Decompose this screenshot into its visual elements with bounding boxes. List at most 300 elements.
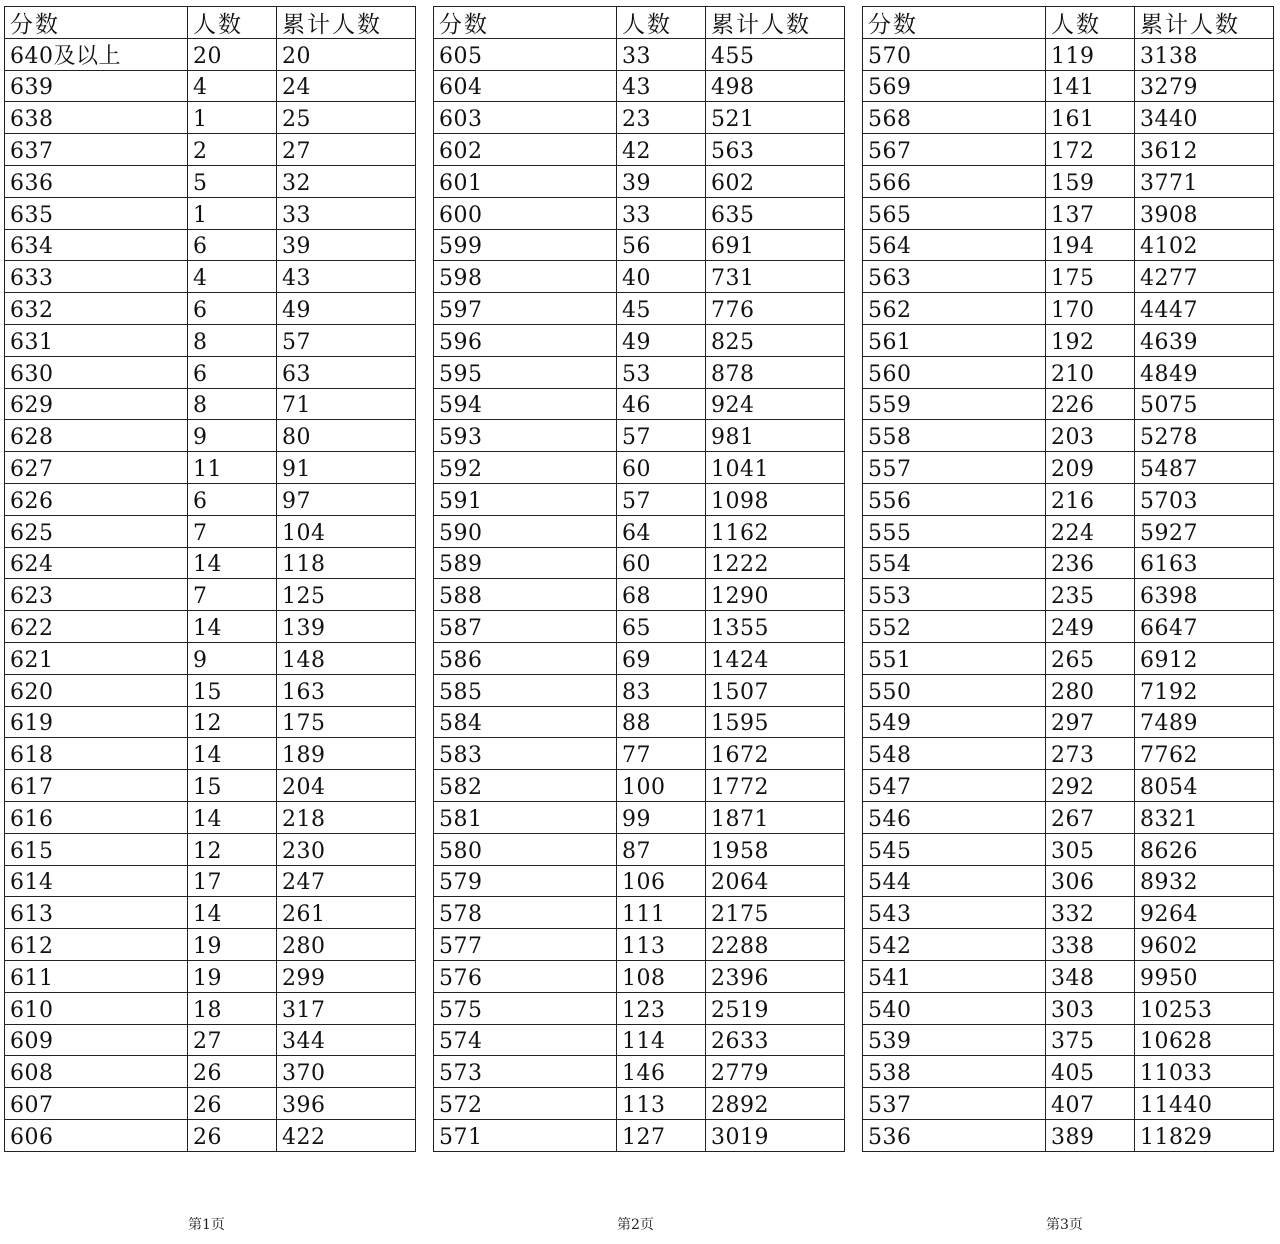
cumulative-cell: 3612 — [1135, 134, 1274, 166]
cumulative-cell: 4639 — [1135, 324, 1274, 356]
score-cell: 611 — [5, 960, 188, 992]
score-cell: 585 — [434, 674, 617, 706]
cumulative-cell: 1162 — [706, 515, 845, 547]
table-row — [434, 229, 845, 261]
score-cell: 591 — [434, 483, 617, 515]
cumulative-cell: 2633 — [706, 1024, 845, 1056]
header-cumulative: 累计人数 — [277, 7, 416, 39]
score-cell: 607 — [5, 1088, 188, 1120]
header-cumulative: 累计人数 — [1135, 7, 1274, 39]
cumulative-cell: 2519 — [706, 992, 845, 1024]
cumulative-cell: 7762 — [1135, 738, 1274, 770]
score-cell: 556 — [863, 483, 1046, 515]
cumulative-cell: 2064 — [706, 865, 845, 897]
count-cell: 170 — [1046, 293, 1135, 325]
count-cell: 306 — [1046, 865, 1135, 897]
header-count: 人数 — [617, 7, 706, 39]
table-row — [434, 1119, 845, 1151]
score-cell: 589 — [434, 547, 617, 579]
score-cell: 640及以上 — [5, 38, 188, 70]
score-cell: 605 — [434, 38, 617, 70]
count-cell: 14 — [188, 611, 277, 643]
table-row — [863, 197, 1274, 229]
table-row — [434, 165, 845, 197]
table-row — [434, 833, 845, 865]
cumulative-cell: 2175 — [706, 897, 845, 929]
score-cell: 583 — [434, 738, 617, 770]
cumulative-cell: 163 — [277, 674, 416, 706]
score-cell: 542 — [863, 929, 1046, 961]
cumulative-cell: 32 — [277, 165, 416, 197]
cumulative-cell: 2396 — [706, 960, 845, 992]
table-row — [5, 1119, 416, 1151]
table-row — [434, 293, 845, 325]
cumulative-cell: 924 — [706, 388, 845, 420]
count-cell: 23 — [617, 102, 706, 134]
score-cell: 624 — [5, 547, 188, 579]
cumulative-cell: 204 — [277, 770, 416, 802]
count-cell: 265 — [1046, 642, 1135, 674]
score-cell: 559 — [863, 388, 1046, 420]
score-cell: 584 — [434, 706, 617, 738]
score-cell: 551 — [863, 642, 1046, 674]
score-cell: 568 — [863, 102, 1046, 134]
table-row — [434, 865, 845, 897]
table-row — [5, 642, 416, 674]
cumulative-cell: 11829 — [1135, 1119, 1274, 1151]
score-cell: 619 — [5, 706, 188, 738]
cumulative-cell: 3019 — [706, 1119, 845, 1151]
score-cell: 561 — [863, 324, 1046, 356]
cumulative-cell: 370 — [277, 1056, 416, 1088]
table-row — [863, 229, 1274, 261]
count-cell: 6 — [188, 293, 277, 325]
count-cell: 27 — [188, 1024, 277, 1056]
table-row — [5, 579, 416, 611]
score-cell: 602 — [434, 134, 617, 166]
count-cell: 338 — [1046, 929, 1135, 961]
count-cell: 267 — [1046, 801, 1135, 833]
cumulative-cell: 6398 — [1135, 579, 1274, 611]
table-row — [5, 897, 416, 929]
count-cell: 161 — [1046, 102, 1135, 134]
cumulative-cell: 422 — [277, 1119, 416, 1151]
table-row — [434, 960, 845, 992]
table-row — [5, 38, 416, 70]
cumulative-cell: 4849 — [1135, 356, 1274, 388]
count-cell: 68 — [617, 579, 706, 611]
score-cell: 636 — [5, 165, 188, 197]
table-row — [434, 992, 845, 1024]
table-row — [863, 929, 1274, 961]
cumulative-cell: 1290 — [706, 579, 845, 611]
cumulative-cell: 4102 — [1135, 229, 1274, 261]
header-count: 人数 — [1046, 7, 1135, 39]
cumulative-cell: 91 — [277, 452, 416, 484]
cumulative-cell: 43 — [277, 261, 416, 293]
cumulative-cell: 5278 — [1135, 420, 1274, 452]
score-cell: 569 — [863, 70, 1046, 102]
cumulative-cell: 4447 — [1135, 293, 1274, 325]
cumulative-cell: 104 — [277, 515, 416, 547]
table-row — [5, 929, 416, 961]
count-cell: 56 — [617, 229, 706, 261]
score-cell: 606 — [5, 1119, 188, 1151]
count-cell: 297 — [1046, 706, 1135, 738]
cumulative-cell: 1424 — [706, 642, 845, 674]
cumulative-cell: 148 — [277, 642, 416, 674]
score-cell: 610 — [5, 992, 188, 1024]
score-cell: 554 — [863, 547, 1046, 579]
table-row — [863, 261, 1274, 293]
table-row — [434, 801, 845, 833]
cumulative-cell: 261 — [277, 897, 416, 929]
score-cell: 578 — [434, 897, 617, 929]
table-row — [863, 865, 1274, 897]
table-row — [434, 738, 845, 770]
count-cell: 375 — [1046, 1024, 1135, 1056]
score-cell: 540 — [863, 992, 1046, 1024]
score-cell: 593 — [434, 420, 617, 452]
table-row — [863, 452, 1274, 484]
score-cell: 549 — [863, 706, 1046, 738]
cumulative-cell: 2892 — [706, 1088, 845, 1120]
table-row — [863, 388, 1274, 420]
score-cell: 557 — [863, 452, 1046, 484]
score-cell: 637 — [5, 134, 188, 166]
cumulative-cell: 8321 — [1135, 801, 1274, 833]
cumulative-cell: 63 — [277, 356, 416, 388]
score-cell: 598 — [434, 261, 617, 293]
count-cell: 33 — [617, 38, 706, 70]
cumulative-cell: 3440 — [1135, 102, 1274, 134]
count-cell: 46 — [617, 388, 706, 420]
score-cell: 596 — [434, 324, 617, 356]
table-row — [5, 1024, 416, 1056]
cumulative-cell: 1958 — [706, 833, 845, 865]
cumulative-cell: 10628 — [1135, 1024, 1274, 1056]
count-cell: 33 — [617, 197, 706, 229]
score-table — [4, 6, 416, 1152]
count-cell: 5 — [188, 165, 277, 197]
cumulative-cell: 878 — [706, 356, 845, 388]
table-row — [863, 674, 1274, 706]
cumulative-cell: 97 — [277, 483, 416, 515]
table-row — [5, 547, 416, 579]
count-cell: 226 — [1046, 388, 1135, 420]
cumulative-cell: 25 — [277, 102, 416, 134]
count-cell: 60 — [617, 547, 706, 579]
table-row — [5, 515, 416, 547]
count-cell: 26 — [188, 1056, 277, 1088]
score-table-page-2 — [433, 6, 845, 1152]
table-row — [434, 642, 845, 674]
table-row — [434, 515, 845, 547]
table-row — [434, 897, 845, 929]
cumulative-cell: 230 — [277, 833, 416, 865]
cumulative-cell: 27 — [277, 134, 416, 166]
cumulative-cell: 5927 — [1135, 515, 1274, 547]
cumulative-cell: 9950 — [1135, 960, 1274, 992]
cumulative-cell: 139 — [277, 611, 416, 643]
count-cell: 9 — [188, 642, 277, 674]
score-cell: 552 — [863, 611, 1046, 643]
count-cell: 4 — [188, 261, 277, 293]
cumulative-cell: 1222 — [706, 547, 845, 579]
score-cell: 548 — [863, 738, 1046, 770]
score-cell: 612 — [5, 929, 188, 961]
score-cell: 592 — [434, 452, 617, 484]
cumulative-cell: 39 — [277, 229, 416, 261]
count-cell: 6 — [188, 356, 277, 388]
score-cell: 614 — [5, 865, 188, 897]
table-row — [863, 420, 1274, 452]
table-row — [434, 261, 845, 293]
count-cell: 42 — [617, 134, 706, 166]
cumulative-cell: 455 — [706, 38, 845, 70]
count-cell: 6 — [188, 229, 277, 261]
score-cell: 582 — [434, 770, 617, 802]
table-row — [863, 1119, 1274, 1151]
table-row — [5, 197, 416, 229]
count-cell: 216 — [1046, 483, 1135, 515]
page-number: 第1页 — [188, 1217, 225, 1233]
table-row — [863, 642, 1274, 674]
score-cell: 594 — [434, 388, 617, 420]
table-row — [863, 801, 1274, 833]
count-cell: 303 — [1046, 992, 1135, 1024]
table-row — [434, 483, 845, 515]
score-cell: 562 — [863, 293, 1046, 325]
count-cell: 224 — [1046, 515, 1135, 547]
count-cell: 106 — [617, 865, 706, 897]
count-cell: 123 — [617, 992, 706, 1024]
score-cell: 601 — [434, 165, 617, 197]
count-cell: 40 — [617, 261, 706, 293]
table-row — [863, 897, 1274, 929]
score-cell: 623 — [5, 579, 188, 611]
score-cell: 617 — [5, 770, 188, 802]
table-row — [863, 960, 1274, 992]
cumulative-cell: 71 — [277, 388, 416, 420]
count-cell: 332 — [1046, 897, 1135, 929]
table-row — [5, 674, 416, 706]
count-cell: 17 — [188, 865, 277, 897]
score-cell: 603 — [434, 102, 617, 134]
cumulative-cell: 691 — [706, 229, 845, 261]
score-cell: 638 — [5, 102, 188, 134]
table-header-row — [434, 7, 845, 39]
score-cell: 586 — [434, 642, 617, 674]
count-cell: 45 — [617, 293, 706, 325]
count-cell: 49 — [617, 324, 706, 356]
cumulative-cell: 118 — [277, 547, 416, 579]
count-cell: 175 — [1046, 261, 1135, 293]
count-cell: 407 — [1046, 1088, 1135, 1120]
table-row — [5, 134, 416, 166]
table-row — [5, 483, 416, 515]
cumulative-cell: 299 — [277, 960, 416, 992]
cumulative-cell: 5703 — [1135, 483, 1274, 515]
cumulative-cell: 4277 — [1135, 261, 1274, 293]
score-cell: 628 — [5, 420, 188, 452]
cumulative-cell: 280 — [277, 929, 416, 961]
count-cell: 114 — [617, 1024, 706, 1056]
score-cell: 580 — [434, 833, 617, 865]
score-cell: 639 — [5, 70, 188, 102]
cumulative-cell: 3908 — [1135, 197, 1274, 229]
header-score: 分数 — [5, 7, 188, 39]
table-row — [863, 611, 1274, 643]
header-score: 分数 — [434, 7, 617, 39]
count-cell: 18 — [188, 992, 277, 1024]
cumulative-cell: 1355 — [706, 611, 845, 643]
score-cell: 613 — [5, 897, 188, 929]
cumulative-cell: 5075 — [1135, 388, 1274, 420]
table-row — [5, 1088, 416, 1120]
table-row — [5, 356, 416, 388]
count-cell: 15 — [188, 674, 277, 706]
count-cell: 87 — [617, 833, 706, 865]
cumulative-cell: 11033 — [1135, 1056, 1274, 1088]
count-cell: 1 — [188, 197, 277, 229]
score-cell: 545 — [863, 833, 1046, 865]
cumulative-cell: 635 — [706, 197, 845, 229]
count-cell: 19 — [188, 960, 277, 992]
score-cell: 615 — [5, 833, 188, 865]
table-header-row — [5, 7, 416, 39]
table-row — [434, 102, 845, 134]
count-cell: 172 — [1046, 134, 1135, 166]
header-count: 人数 — [188, 7, 277, 39]
table-row — [863, 102, 1274, 134]
cumulative-cell: 20 — [277, 38, 416, 70]
score-cell: 574 — [434, 1024, 617, 1056]
cumulative-cell: 1041 — [706, 452, 845, 484]
table-row — [5, 1056, 416, 1088]
count-cell: 64 — [617, 515, 706, 547]
page-number: 第2页 — [617, 1217, 654, 1233]
table-row — [863, 706, 1274, 738]
count-cell: 8 — [188, 388, 277, 420]
table-row — [434, 770, 845, 802]
count-cell: 7 — [188, 579, 277, 611]
score-cell: 537 — [863, 1088, 1046, 1120]
cumulative-cell: 317 — [277, 992, 416, 1024]
score-cell: 620 — [5, 674, 188, 706]
score-cell: 635 — [5, 197, 188, 229]
cumulative-cell: 7489 — [1135, 706, 1274, 738]
cumulative-cell: 8932 — [1135, 865, 1274, 897]
cumulative-cell: 521 — [706, 102, 845, 134]
table-row — [5, 165, 416, 197]
table-row — [863, 134, 1274, 166]
table-row — [434, 388, 845, 420]
score-cell: 600 — [434, 197, 617, 229]
count-cell: 14 — [188, 738, 277, 770]
score-cell: 573 — [434, 1056, 617, 1088]
table-row — [5, 261, 416, 293]
score-cell: 563 — [863, 261, 1046, 293]
cumulative-cell: 8054 — [1135, 770, 1274, 802]
table-row — [434, 70, 845, 102]
cumulative-cell: 776 — [706, 293, 845, 325]
cumulative-cell: 9602 — [1135, 929, 1274, 961]
score-cell: 577 — [434, 929, 617, 961]
cumulative-cell: 498 — [706, 70, 845, 102]
table-row — [5, 229, 416, 261]
table-row — [863, 992, 1274, 1024]
cumulative-cell: 24 — [277, 70, 416, 102]
score-cell: 541 — [863, 960, 1046, 992]
cumulative-cell: 6647 — [1135, 611, 1274, 643]
score-cell: 588 — [434, 579, 617, 611]
header-score: 分数 — [863, 7, 1046, 39]
count-cell: 6 — [188, 483, 277, 515]
table-row — [5, 102, 416, 134]
count-cell: 53 — [617, 356, 706, 388]
score-cell: 539 — [863, 1024, 1046, 1056]
table-row — [5, 738, 416, 770]
count-cell: 273 — [1046, 738, 1135, 770]
cumulative-cell: 1595 — [706, 706, 845, 738]
cumulative-cell: 33 — [277, 197, 416, 229]
cumulative-cell: 57 — [277, 324, 416, 356]
table-row — [5, 324, 416, 356]
cumulative-cell: 9264 — [1135, 897, 1274, 929]
score-cell: 627 — [5, 452, 188, 484]
table-row — [5, 992, 416, 1024]
cumulative-cell: 125 — [277, 579, 416, 611]
count-cell: 1 — [188, 102, 277, 134]
score-cell: 626 — [5, 483, 188, 515]
table-row — [863, 579, 1274, 611]
table-row — [863, 770, 1274, 802]
cumulative-cell: 3771 — [1135, 165, 1274, 197]
table-row — [434, 1088, 845, 1120]
score-cell: 631 — [5, 324, 188, 356]
cumulative-cell: 825 — [706, 324, 845, 356]
table-body — [434, 38, 845, 1151]
cumulative-cell: 3279 — [1135, 70, 1274, 102]
count-cell: 88 — [617, 706, 706, 738]
count-cell: 39 — [617, 165, 706, 197]
cumulative-cell: 1772 — [706, 770, 845, 802]
cumulative-cell: 10253 — [1135, 992, 1274, 1024]
count-cell: 57 — [617, 420, 706, 452]
cumulative-cell: 731 — [706, 261, 845, 293]
score-cell: 590 — [434, 515, 617, 547]
count-cell: 137 — [1046, 197, 1135, 229]
table-row — [5, 706, 416, 738]
score-cell: 630 — [5, 356, 188, 388]
count-cell: 43 — [617, 70, 706, 102]
score-cell: 595 — [434, 356, 617, 388]
table-header-row — [863, 7, 1274, 39]
count-cell: 210 — [1046, 356, 1135, 388]
score-cell: 544 — [863, 865, 1046, 897]
score-cell: 565 — [863, 197, 1046, 229]
cumulative-cell: 6912 — [1135, 642, 1274, 674]
count-cell: 60 — [617, 452, 706, 484]
score-cell: 618 — [5, 738, 188, 770]
count-cell: 69 — [617, 642, 706, 674]
table-row — [434, 356, 845, 388]
cumulative-cell: 7192 — [1135, 674, 1274, 706]
score-cell: 543 — [863, 897, 1046, 929]
count-cell: 141 — [1046, 70, 1135, 102]
table-row — [863, 833, 1274, 865]
